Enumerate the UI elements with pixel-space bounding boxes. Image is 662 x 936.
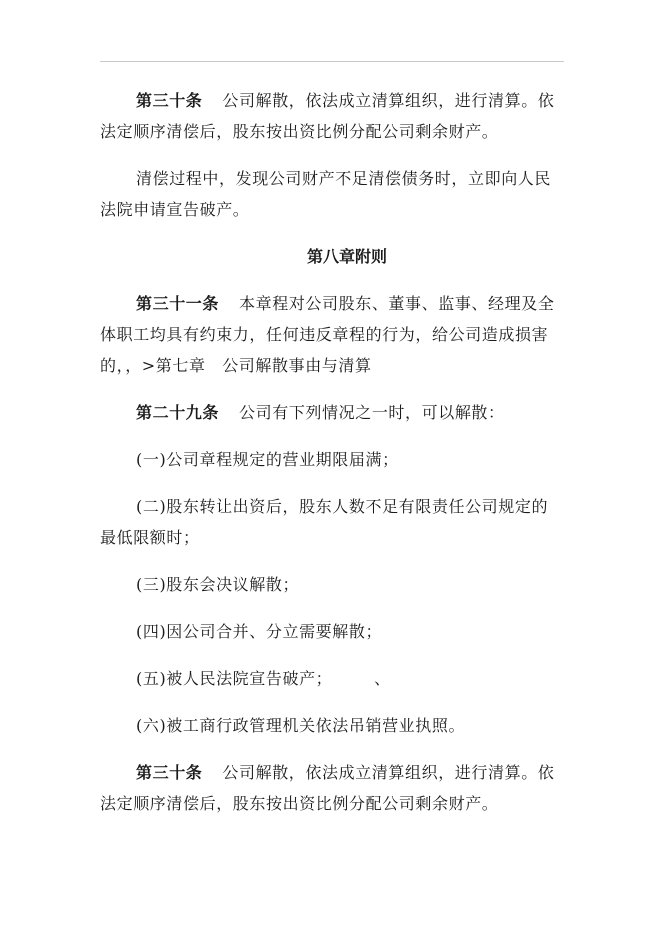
- article-paragraph: [100, 288, 564, 381]
- article-title: 第二十九条: [136, 403, 220, 422]
- article-text: 本章程对公司股东、董事、监事、经理及全体职工均具有约束力，任何违反章程的行为，给公司造成损害的，，>第七章 公司解散事由与清算: [100, 294, 555, 375]
- article-title: 第三十一条: [136, 294, 220, 313]
- list-item-text: (一)公司章程规定的营业期限届满；: [136, 450, 399, 469]
- document-body: [100, 85, 564, 819]
- chapter-heading: 第八章附则: [306, 247, 387, 266]
- list-item-text: (五)被人民法院宣告破产； 、: [136, 669, 391, 688]
- list-item: [100, 663, 564, 694]
- article-paragraph: [100, 757, 564, 819]
- list-item-text: (三)股东会决议解散；: [136, 575, 300, 594]
- list-item-text: (六)被工商行政管理机关依法吊销营业执照。: [136, 716, 466, 735]
- list-item-text: (四)因公司合并、分立需要解散；: [136, 622, 383, 641]
- list-item: [100, 710, 564, 741]
- list-item: [100, 569, 564, 600]
- body-paragraph: [100, 163, 564, 225]
- list-item: [100, 491, 564, 553]
- article-text: 公司有下列情况之一时，可以解散：: [239, 403, 505, 422]
- article-paragraph: [100, 85, 564, 147]
- article-title: 第三十条: [136, 763, 203, 782]
- article-text: 公司解散，依法成立清算组织，进行清算。依法定顺序清偿后，股东按出资比例分配公司剩余财产。: [100, 763, 555, 813]
- paragraph-text: 清偿过程中，发现公司财产不足清偿债务时，立即向人民法院申请宣告破产。: [100, 169, 552, 219]
- article-paragraph: [100, 397, 564, 428]
- article-title: 第三十条: [136, 91, 203, 110]
- list-item: [100, 444, 564, 475]
- list-item: [100, 616, 564, 647]
- list-item-text: (二)股东转让出资后，股东人数不足有限责任公司规定的最低限额时；: [100, 497, 549, 547]
- article-text: 公司解散，依法成立清算组织，进行清算。依法定顺序清偿后，股东按出资比例分配公司剩余财产。: [100, 91, 555, 141]
- header-rule: [100, 61, 564, 62]
